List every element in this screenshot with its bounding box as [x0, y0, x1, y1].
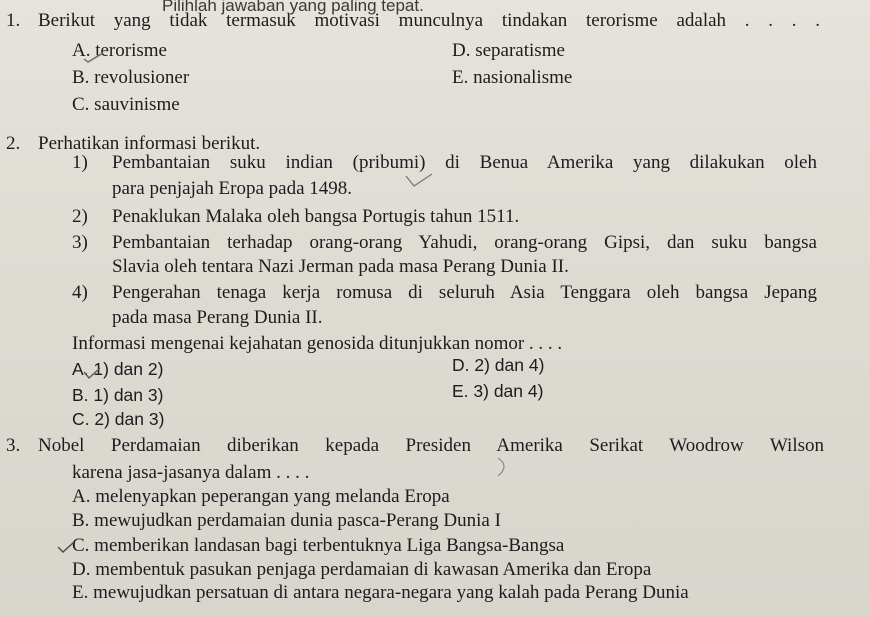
q2-item-1-line1: Pembantaian suku indian (pribumi) di Benua Amerika yang dilakukan oleh: [112, 152, 817, 173]
q3-option-e[interactable]: E. mewujudkan persatuan di antara negara-negara yang kalah pada Perang Dunia: [72, 582, 689, 603]
q2-option-b[interactable]: B. 1) dan 3): [72, 385, 164, 405]
q3-option-b[interactable]: B. mewujudkan perdamaian dunia pasca-Perang Dunia I: [72, 510, 501, 531]
q2-item-1-pencil-tick-icon: [404, 172, 434, 188]
q3-option-a[interactable]: A. melenyapkan peperangan yang melanda Eropa: [72, 486, 450, 507]
q1-option-b[interactable]: B. revolusioner: [72, 67, 190, 88]
q2-item-4-number: 4): [72, 282, 88, 303]
q1-option-c[interactable]: C. sauvinisme: [72, 94, 180, 115]
q2-item-3-line2: Slavia oleh tentara Nazi Jerman pada masa Perang Dunia II.: [112, 256, 569, 277]
q3-stem-line2: karena jasa-jasanya dalam . . . .: [72, 462, 310, 483]
q1-option-e[interactable]: E. nasionalisme: [452, 67, 573, 88]
q2-item-1-line2: para penjajah Eropa pada 1498.: [112, 178, 353, 199]
q2-item-3-number: 3): [72, 232, 88, 253]
q2-option-c[interactable]: C. 2) dan 3): [72, 409, 165, 429]
q3-number: 3.: [6, 435, 21, 456]
q2-intro: Perhatikan informasi berikut.: [38, 133, 261, 154]
q1-number: 1.: [6, 10, 21, 31]
q2-item-4-line2: pada masa Perang Dunia II.: [112, 307, 323, 328]
q2-question: Informasi mengenai kejahatan genosida ditunjukkan nomor . . . .: [72, 333, 563, 354]
q2-number: 2.: [6, 133, 21, 154]
q3-stem-line1: Nobel Perdamaian diberikan kepada Presiden Amerika Serikat Woodrow Wilson: [38, 435, 824, 456]
q3-pencil-bracket-icon: [494, 456, 514, 478]
q2-item-2-number: 2): [72, 206, 88, 227]
q2-item-2-line1: Penaklukan Malaka oleh bangsa Portugis tahun 1511.: [112, 206, 520, 227]
instruction-header: Pilihlah jawaban yang paling tepat.: [162, 0, 424, 15]
q3-option-c[interactable]: C. memberikan landasan bagi terbentuknya Liga Bangsa-Bangsa: [72, 535, 565, 556]
q2-option-a[interactable]: A. 1) dan 2): [72, 359, 164, 379]
q2-item-3-line1: Pembantaian terhadap orang-orang Yahudi, orang-orang Gipsi, dan suku bangsa: [112, 232, 817, 253]
q1-option-a[interactable]: A. terorisme: [72, 40, 167, 61]
q3-option-d[interactable]: D. membentuk pasukan penjaga perdamaian di kawasan Amerika dan Eropa: [72, 559, 652, 580]
q2-option-d[interactable]: D. 2) dan 4): [452, 355, 545, 375]
q2-option-e[interactable]: E. 3) dan 4): [452, 381, 544, 401]
q1-option-d[interactable]: D. separatisme: [452, 40, 565, 61]
q2-item-1-number: 1): [72, 152, 88, 173]
q2-item-4-line1: Pengerahan tenaga kerja romusa di seluruh Asia Tenggara oleh bangsa Jepang: [112, 282, 817, 303]
q1-stem: Berikut yang tidak termasuk motivasi munculnya tindakan terorisme adalah . . . .: [38, 10, 820, 31]
